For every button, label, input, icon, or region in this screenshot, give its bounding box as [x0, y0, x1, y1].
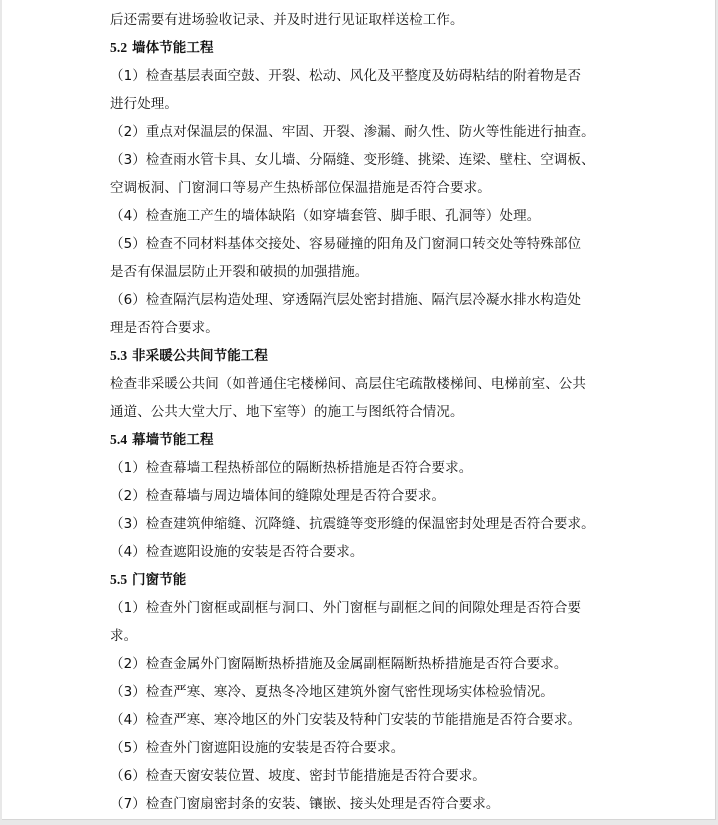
section-heading — [110, 426, 620, 454]
paragraph-line: （4）检查施工产生的墙体缺陷（如穿墙套管、脚手眼、孔洞等）处理。 — [110, 208, 541, 224]
paragraph-line: （2）重点对保温层的保温、牢固、开裂、渗漏、耐久性、防火等性能进行抽查。 — [110, 124, 595, 140]
paragraph-line: （7）检查门窗扇密封条的安装、镶嵌、接头处理是否符合要求。 — [110, 796, 500, 812]
section-number: 5.5 — [110, 572, 128, 587]
paragraph-line: 求。 — [110, 628, 138, 644]
document-body — [110, 6, 620, 818]
paragraph-line: （4）检查遮阳设施的安装是否符合要求。 — [110, 544, 364, 560]
section-title: 门窗节能 — [132, 572, 187, 588]
paragraph-line: （6）检查隔汽层构造处理、穿透隔汽层处密封措施、隔汽层冷凝水排水构造处 — [110, 292, 582, 308]
section-number: 5.4 — [110, 432, 128, 447]
section-number: 5.3 — [110, 348, 128, 363]
paragraph-line: 理是否符合要求。 — [110, 320, 219, 336]
paragraph-line: 通道、公共大堂大厅、地下室等）的施工与图纸符合情况。 — [110, 404, 464, 420]
paragraph-line: （4）检查严寒、寒冷地区的外门安装及特种门安装的节能措施是否符合要求。 — [110, 712, 582, 728]
section-heading — [110, 34, 620, 62]
paragraph-line: （5）检查外门窗遮阳设施的安装是否符合要求。 — [110, 740, 405, 756]
paragraph-line: （1）检查基层表面空鼓、开裂、松动、风化及平整度及妨碍粘结的附着物是否 — [110, 68, 582, 84]
section-heading — [110, 342, 620, 370]
paragraph-line: （1）检查幕墙工程热桥部位的隔断热桥措施是否符合要求。 — [110, 460, 473, 476]
document-page — [2, 0, 716, 820]
paragraph-line: （3）检查严寒、寒冷、夏热冬冷地区建筑外窗气密性现场实体检验情况。 — [110, 684, 554, 700]
paragraph-line: 后还需要有进场验收记录、并及时进行见证取样送检工作。 — [110, 12, 464, 28]
section-title: 墙体节能工程 — [132, 40, 214, 56]
paragraph-line: 进行处理。 — [110, 96, 178, 112]
section-number: 5.2 — [110, 40, 128, 55]
paragraph-line: 是否有保温层防止开裂和破损的加强措施。 — [110, 264, 369, 280]
paragraph-line: （6）检查天窗安装位置、坡度、密封节能措施是否符合要求。 — [110, 768, 486, 784]
section-heading — [110, 566, 620, 594]
section-title: 幕墙节能工程 — [132, 432, 214, 448]
paragraph-line: （2）检查幕墙与周边墙体间的缝隙处理是否符合要求。 — [110, 488, 446, 504]
paragraph-line: 检查非采暖公共间（如普通住宅楼梯间、高层住宅疏散楼梯间、电梯前室、公共 — [110, 376, 586, 392]
paragraph-line: 空调板洞、门窗洞口等易产生热桥部位保温措施是否符合要求。 — [110, 180, 491, 196]
section-title: 非采暖公共间节能工程 — [132, 348, 268, 364]
paragraph-line: （3）检查建筑伸缩缝、沉降缝、抗震缝等变形缝的保温密封处理是否符合要求。 — [110, 516, 595, 532]
paragraph-line: （5）检查不同材料基体交接处、容易碰撞的阳角及门窗洞口转交处等特殊部位 — [110, 236, 582, 252]
paragraph-line: （3）检查雨水管卡具、女儿墙、分隔缝、变形缝、挑梁、连梁、壁柱、空调板、 — [110, 152, 595, 168]
paragraph-line: （2）检查金属外门窗隔断热桥措施及金属副框隔断热桥措施是否符合要求。 — [110, 656, 568, 672]
paragraph-line: （1）检查外门窗框或副框与洞口、外门窗框与副框之间的间隙处理是否符合要 — [110, 600, 582, 616]
